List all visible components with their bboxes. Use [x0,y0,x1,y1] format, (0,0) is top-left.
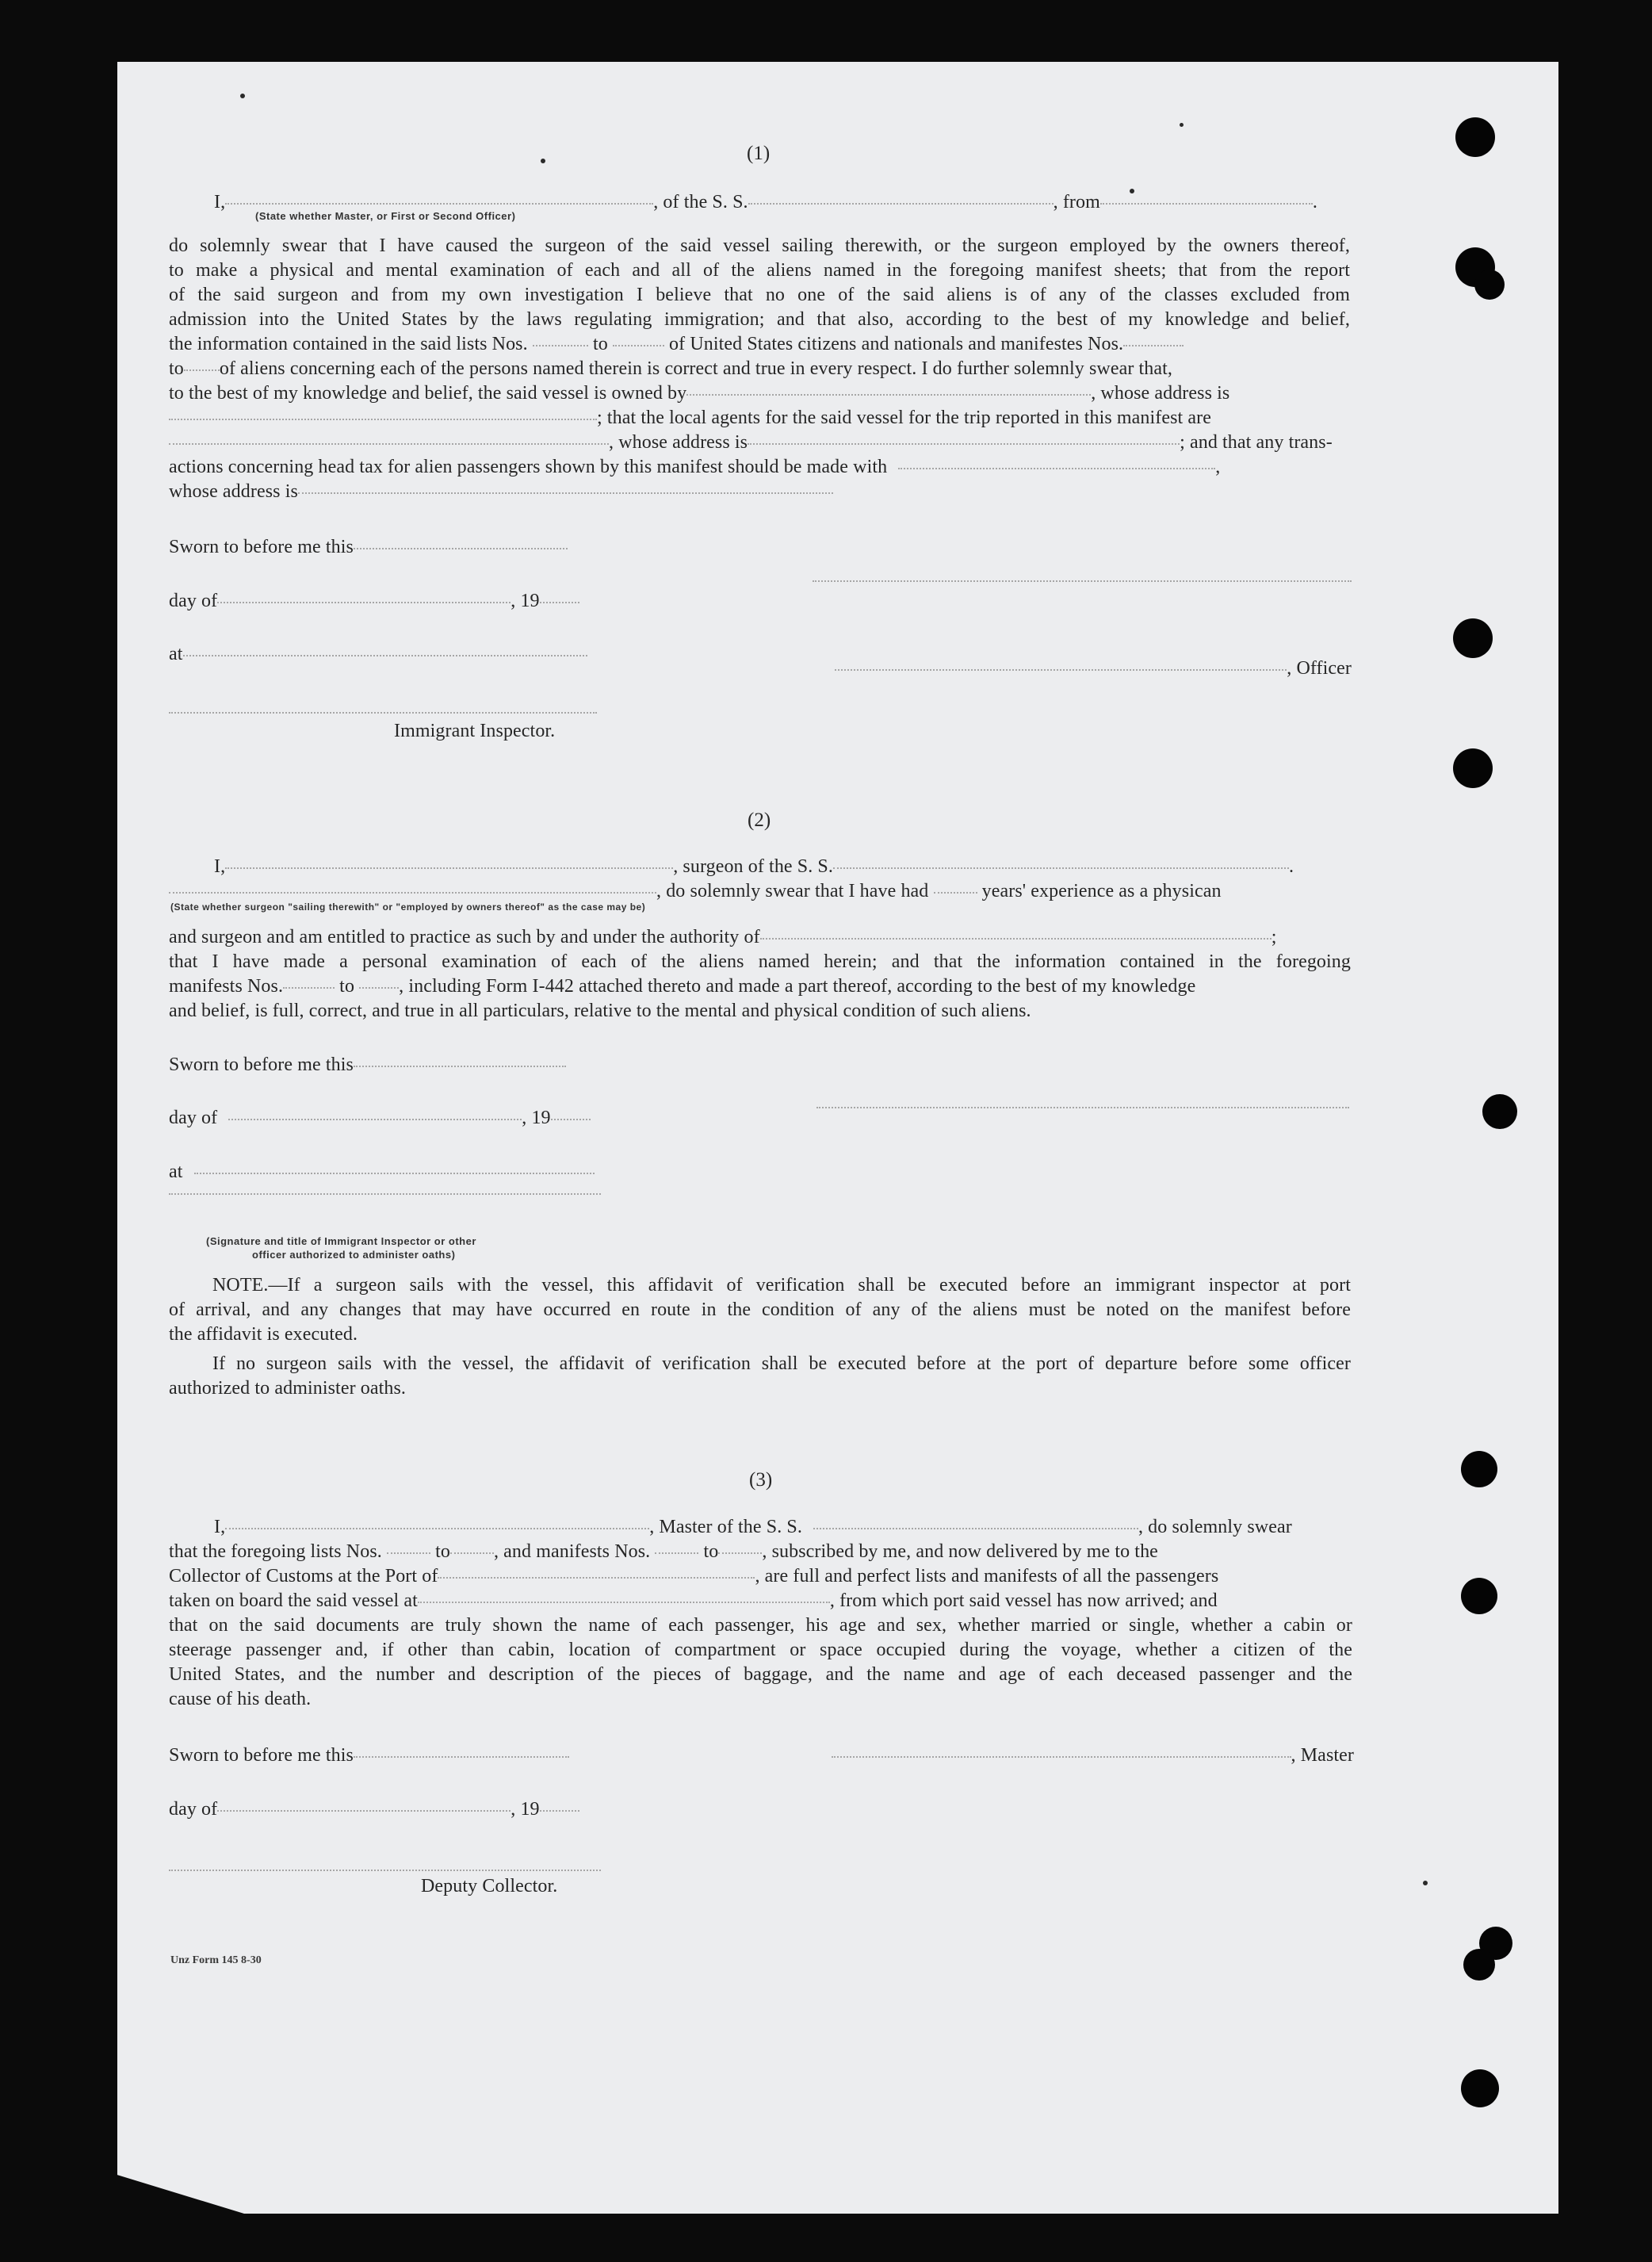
blank-field [418,1602,830,1603]
section3-body-1: steerage passenger and, if other than cabin, location of compartment or space occupied during the voyage, whether a citizen of the [169,1640,1352,1660]
form-number: Unz Form 145 8-30 [170,1954,262,1966]
blank-field [438,1577,755,1579]
section1-body-1: to make a physical and mental examination of each and all of the aliens named in the foregoing manifest sheets; that from the report [169,260,1350,281]
blank-field [551,1119,591,1120]
blank-field [354,1756,569,1758]
section3-day [169,1797,579,1821]
section2-sworn [169,1053,566,1077]
section1-body-0: do solemnly swear that I have caused the surgeon of the said vessel sailing therewith, or the surgeon employed by the owners thereof, [169,235,1350,256]
text: , of the S. S. [653,192,748,212]
section2-at [169,1160,595,1184]
text: , from which port said vessel has now arrived; and [829,1590,1218,1611]
blank-field [832,1756,1291,1758]
surgeon-note: (State whether surgeon "sailing therewith" or "employed by owners thereof" as the case may be) [170,901,646,913]
section1-at [169,642,587,666]
text: of aliens concerning each of the persons named therein is correct and true in every respect. I do further solemnly swear that, [219,358,1173,379]
section3-line4 [169,1589,1352,1613]
blank-field [217,1810,511,1812]
section2-line6: and belief, is full, correct, and true in all particulars, relative to the mental and physical condition of such aliens. [169,1001,1031,1021]
text: I, [214,1517,226,1537]
punch-hole [1453,618,1493,658]
section2-line2 [169,879,1351,903]
text: day of [169,591,218,611]
ink-speck [1423,1881,1428,1885]
blank-field [833,867,1289,869]
blank-field [194,1173,595,1174]
text: , do solemnly swear that I have had [656,881,929,901]
text: to [169,358,184,379]
section1-officer [813,656,1352,680]
section2-day [169,1106,591,1130]
punch-hole [1455,117,1495,157]
signature-line [169,712,597,714]
blank-field [169,419,597,420]
deputy-collector-label: Deputy Collector. [421,1876,558,1896]
section3-body-end: cause of his death. [169,1689,312,1709]
text: , 19 [511,1799,540,1820]
text: ; and that any trans- [1180,432,1333,453]
note-paragraph-2-end: authorized to administer oaths. [169,1378,407,1399]
blank-field [533,345,588,346]
immigrant-inspector-label: Immigrant Inspector. [394,721,556,741]
blank-field [228,1119,522,1120]
ink-speck [541,159,545,163]
section1-line-whose [169,480,1350,503]
blank-field [387,1552,430,1554]
section1-line-aliens [169,357,1350,381]
section1-line-addr [169,431,1350,454]
text: whose address is [169,481,298,502]
text: Sworn to before me this [169,1054,354,1075]
blank-field [760,938,1272,940]
section3-sworn [169,1743,569,1767]
text: to [435,1541,450,1562]
section2-line4: that I have made a personal examination of each of the aliens named herein; and that the information contained in the foregoing [169,951,1351,972]
blank-field [359,987,399,989]
text: , and manifests Nos. [493,1541,651,1562]
text: of United States citizens and nationals and manifestes Nos. [669,334,1124,354]
blank-field [686,394,1091,396]
section3-line3 [169,1564,1352,1588]
blank-field [225,1528,649,1529]
blank-field [354,548,568,549]
text: at [169,644,183,664]
section3-master [813,1743,1354,1767]
section1-line-agents [169,406,1350,430]
blank-field [748,443,1180,445]
section2-line3 [169,925,1351,949]
signature-note-line2: officer authorized to administer oaths) [252,1249,456,1261]
blank-field [184,369,220,371]
text: to the best of my knowledge and belief, the said vessel is owned by [169,383,687,404]
section-1-number: (1) [747,143,771,164]
text: the information contained in the said lists Nos. [169,334,528,354]
section-2-number: (2) [748,809,771,831]
text: years' experience as a physican [981,881,1222,901]
text: day of [169,1108,218,1128]
text: , Master of the S. S. [649,1517,802,1537]
text: , subscribed by me, and now delivered by me to the [762,1541,1158,1562]
blank-field [718,1552,762,1554]
text: , surgeon of the S. S. [673,856,833,877]
section1-sworn [169,535,568,559]
blank-field [1123,345,1184,346]
blank-field [283,987,335,989]
blank-field [540,1810,579,1812]
text: to [703,1541,719,1562]
blank-field [1100,203,1313,205]
blank-field [898,468,1215,469]
section3-line2 [169,1540,1352,1563]
ink-speck [1180,123,1184,127]
text: , 19 [522,1108,551,1128]
section1-body-2: of the said surgeon and from my own investigation I believe that no one of the said aliens is of any of the classes excluded from [169,285,1350,305]
signature-line [813,580,1352,582]
text: to [339,976,355,997]
officer-note: (State whether Master, or First or Second Officer) [255,210,516,222]
punch-hole [1453,748,1493,788]
punch-hole [1482,1094,1517,1129]
section2-line5 [169,974,1351,998]
blank-field [169,443,609,445]
text: Sworn to before me this [169,1745,354,1766]
blank-field [225,867,673,869]
signature-note-line1: (Signature and title of Immigrant Inspector or other [206,1235,476,1247]
section2-line1 [214,855,1351,878]
text: , whose address is [609,432,748,453]
text: , whose address is [1091,383,1230,404]
note-paragraph-2-line1: If no surgeon sails with the vessel, the affidavit of verification shall be executed before at the port of departure before some officer [212,1353,1351,1374]
text: , 19 [511,591,540,611]
section1-day [169,589,579,613]
text: and surgeon and am entitled to practice as such by and under the authority of [169,927,760,947]
blank-field [613,345,664,346]
text: , are full and perfect lists and manifests of all the passengers [755,1566,1219,1586]
text: , including Form I-442 attached thereto and made a part thereof, according to the best of my knowledge [399,976,1196,997]
text: . [1312,192,1317,212]
signature-line [169,1870,601,1871]
punch-hole [1463,1949,1495,1981]
section1-line-nos [169,332,1350,356]
blank-field [183,655,587,656]
blank-field [540,602,579,603]
text: , do solemnly swear [1138,1517,1292,1537]
text: to [592,334,608,354]
master-label: , Master [1291,1745,1354,1766]
punch-hole [1474,270,1505,300]
blank-field [354,1066,566,1067]
note-paragraph-1-line2: of arrival, and any changes that may have occurred en route in the condition of any of the aliens must be noted on the manifest before [169,1299,1351,1320]
punch-hole [1461,1451,1497,1487]
blank-field [450,1552,494,1554]
section3-body-2: United States, and the number and description of the pieces of baggage, and the name and age of each deceased passenger and the [169,1664,1352,1685]
signature-line [169,1193,601,1195]
section3-line1 [214,1515,1352,1539]
text: , [1215,457,1221,477]
officer-label: , Officer [1287,658,1352,679]
section-3-number: (3) [749,1469,773,1491]
blank-field [298,492,833,494]
section1-line-owned [169,381,1350,405]
section1-line-trans [169,455,1350,479]
text: that the foregoing lists Nos. [169,1541,382,1562]
text: I, [214,192,226,212]
text: taken on board the said vessel at [169,1590,418,1611]
section1-body-3: admission into the United States by the laws regulating immigration; and that also, according to the best of my knowledge and belief, [169,309,1350,330]
punch-hole [1461,2069,1499,2107]
text: actions concerning head tax for alien passengers shown by this manifest should be made with [169,457,888,477]
note-paragraph-1-end: the affidavit is executed. [169,1324,358,1345]
text: at [169,1162,183,1182]
text: I, [214,856,226,877]
text: manifests Nos. [169,976,284,997]
text: , from [1053,192,1100,212]
text: . [1288,856,1294,877]
section3-body-0: that on the said documents are truly shown the name of each passenger, his age and sex, whether married or single, whether a cabin or [169,1615,1352,1636]
text: ; [1271,927,1277,947]
blank-field [813,1528,1138,1529]
text: day of [169,1799,218,1820]
blank-field [225,203,653,205]
note-paragraph-1-line1: NOTE.—If a surgeon sails with the vessel, this affidavit of verification shall be executed before an immigrant inspector at port [212,1275,1351,1296]
signature-line [816,1107,1349,1108]
blank-field [655,1552,698,1554]
ink-speck [240,94,245,98]
blank-field [169,892,656,894]
blank-field [748,203,1054,205]
blank-field [835,669,1287,671]
blank-field [217,602,511,603]
punch-hole [1461,1578,1497,1614]
text: Collector of Customs at the Port of [169,1566,438,1586]
text: Sworn to before me this [169,537,354,557]
text: ; that the local agents for the said vessel for the trip reported in this manifest are [597,408,1212,428]
blank-field [934,892,977,894]
